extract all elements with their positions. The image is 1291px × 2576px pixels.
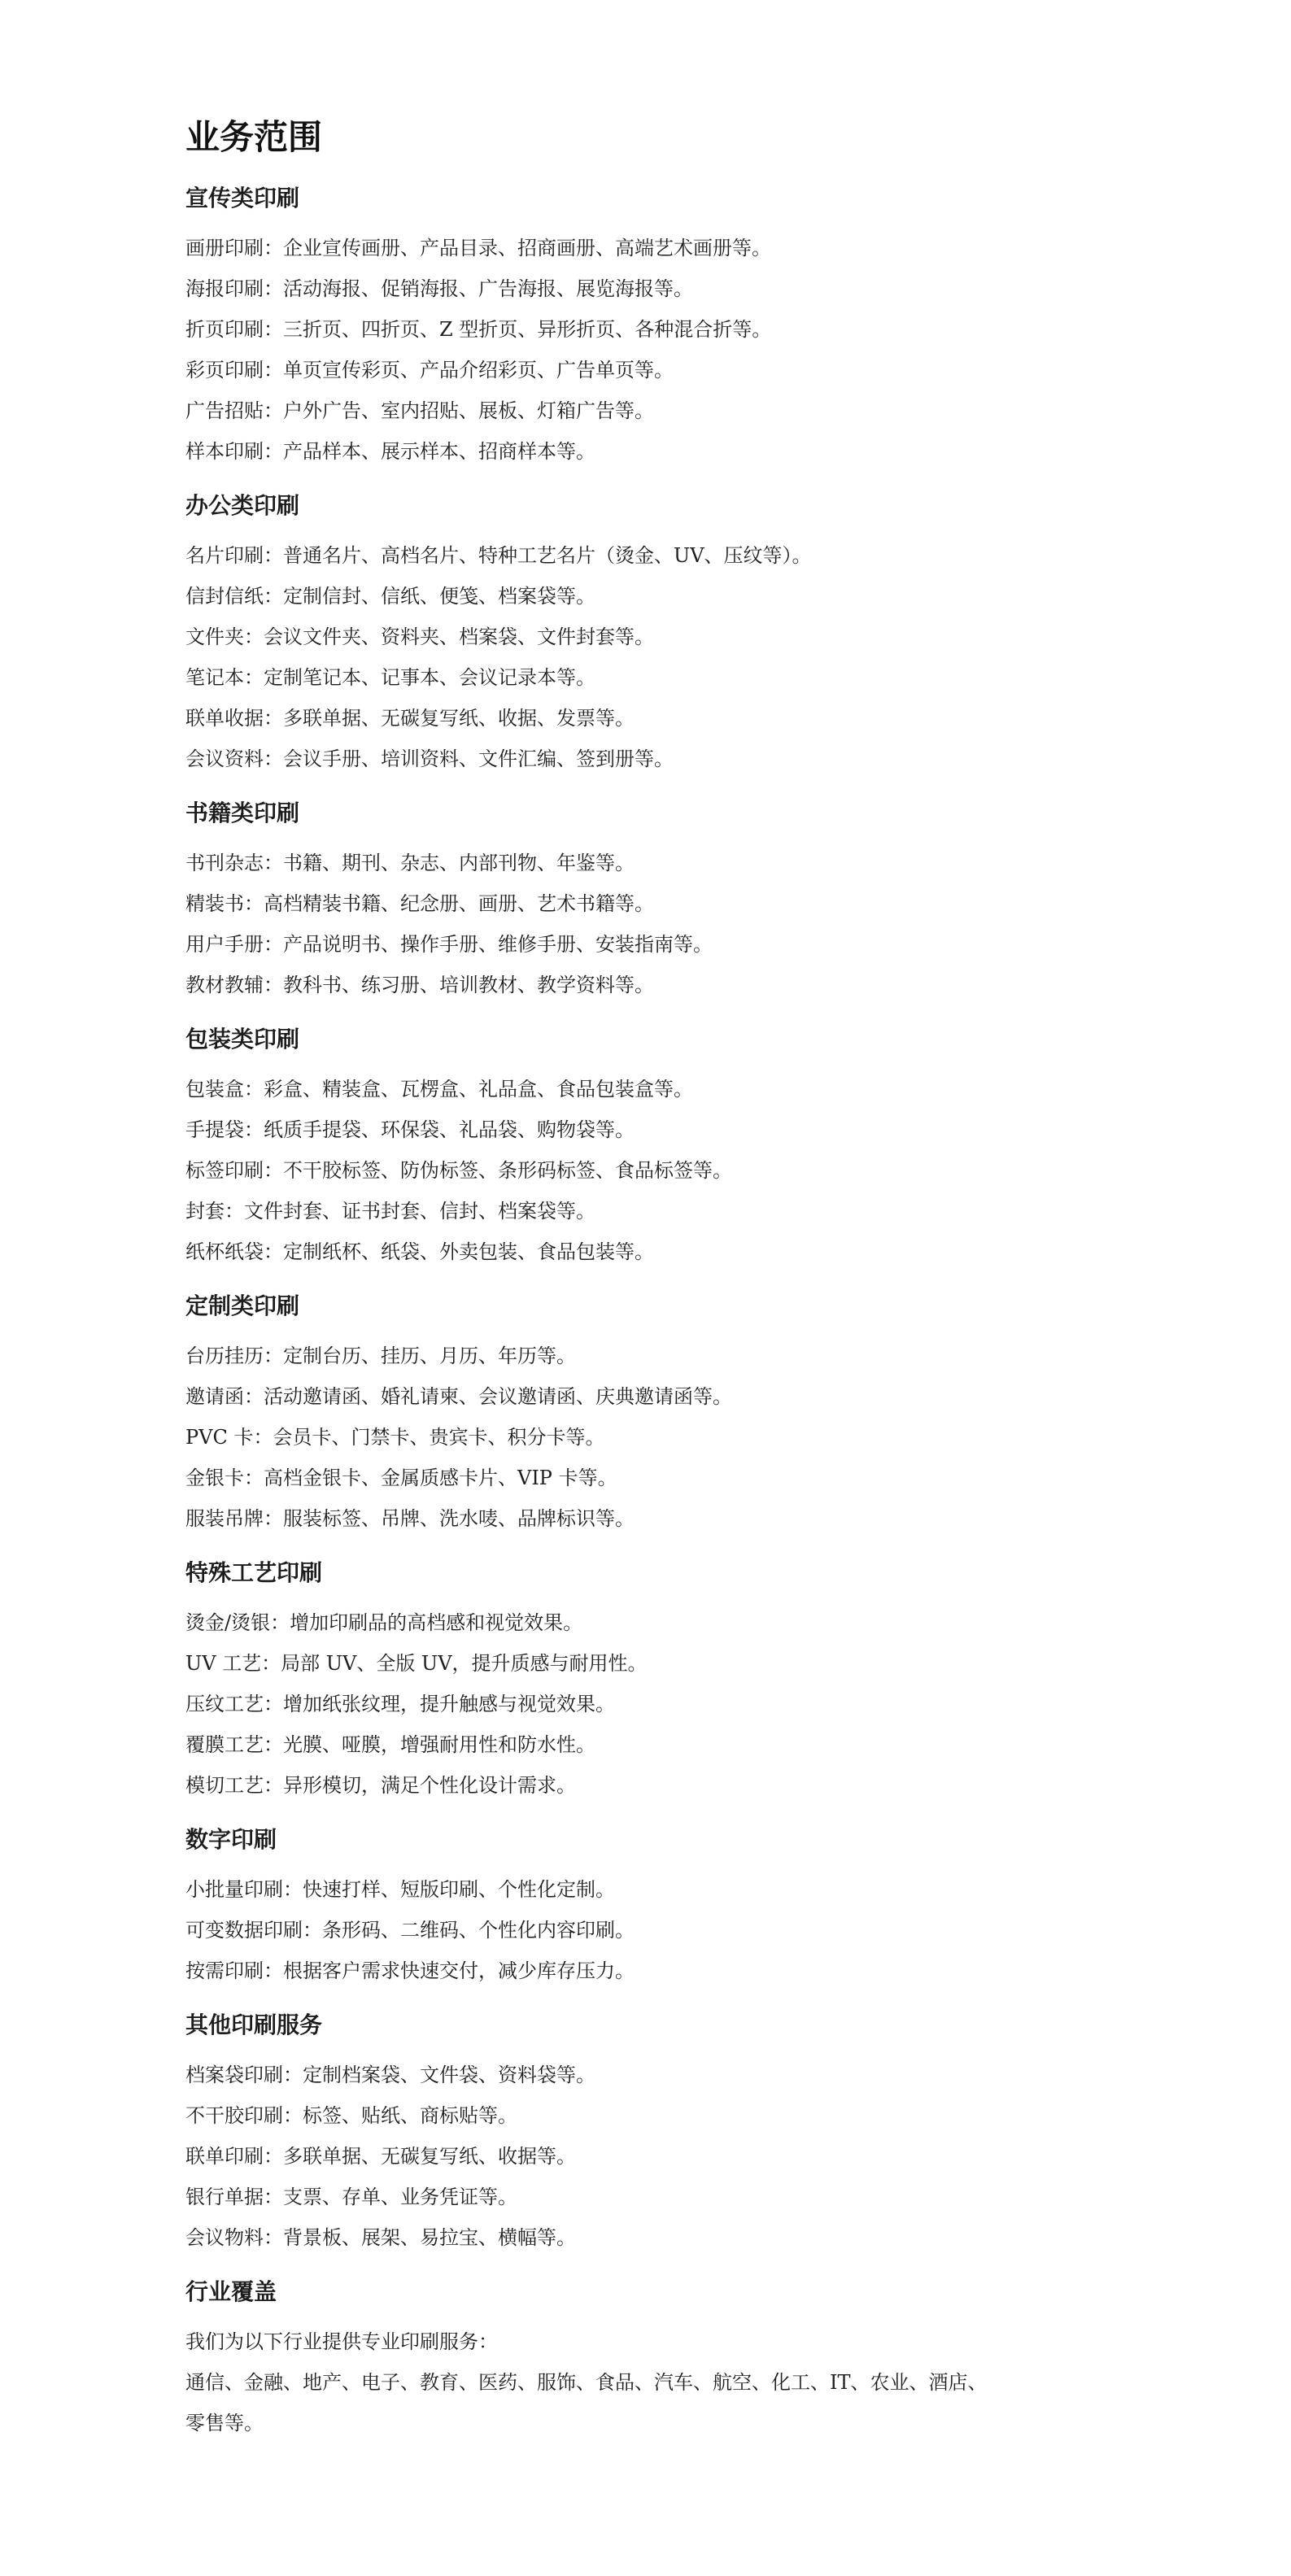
body-line: 会议资料：会议手册、培训资料、文件汇编、签到册等。 [185,748,674,770]
body-line: 小批量印刷：快速打样、短版印刷、个性化定制。 [185,1878,615,1901]
body-line: 彩页印刷：单页宣传彩页、产品介绍彩页、广告单页等。 [185,359,674,381]
body-line: 封套：文件封套、证书封套、信封、档案袋等。 [185,1200,595,1223]
body-line: UV 工艺：局部 UV、全版 UV，提升质感与耐用性。 [185,1652,648,1675]
section-heading: 数字印刷 [185,1826,277,1853]
body-line: 手提袋：纸质手提袋、环保袋、礼品袋、购物袋等。 [185,1118,635,1141]
section-body [185,1602,1121,1806]
body-line: 包装盒：彩盒、精装盒、瓦楞盒、礼品盒、食品包装盒等。 [185,1078,693,1101]
section-body [185,1869,1121,1991]
section [185,1023,1121,1272]
body-line: 不干胶印刷：标签、贴纸、商标贴等。 [185,2104,517,2127]
section-body [185,2055,1121,2258]
section [185,182,1121,472]
section-body [185,2321,1121,2443]
body-line: 台历挂历：定制台历、挂历、月历、年历等。 [185,1345,576,1367]
body-line: 烫金/烫银：增加印刷品的高档感和视觉效果。 [185,1611,583,1634]
body-line: 教材教辅：教科书、练习册、培训教材、教学资料等。 [185,974,654,996]
section-heading: 办公类印刷 [185,492,300,519]
body-line: 名片印刷：普通名片、高档名片、特种工艺名片（烫金、UV、压纹等）。 [185,544,812,567]
body-line: 画册印刷：企业宣传画册、产品目录、招商画册、高端艺术画册等。 [185,237,771,259]
body-line: 海报印刷：活动海报、促销海报、广告海报、展览海报等。 [185,277,693,300]
page-title: 业务范围 [185,117,323,157]
body-line: 笔记本：定制笔记本、记事本、会议记录本等。 [185,666,595,689]
section-heading: 包装类印刷 [185,1026,300,1053]
section-heading: 特殊工艺印刷 [185,1559,323,1586]
body-line: 信封信纸：定制信封、信纸、便笺、档案袋等。 [185,585,595,608]
body-line: PVC 卡：会员卡、门禁卡、贵宾卡、积分卡等。 [185,1426,605,1449]
section-heading: 行业覆盖 [185,2278,277,2305]
body-line: 按需印刷：根据客户需求快速交付，减少库存压力。 [185,1959,635,1982]
section-body [185,843,1121,1005]
body-line: 折页印刷：三折页、四折页、Z 型折页、异形折页、各种混合折等。 [185,318,772,341]
body-line: 邀请函：活动邀请函、婚礼请柬、会议邀请函、庆典邀请函等。 [185,1385,732,1408]
section [185,2009,1121,2258]
section [185,1557,1121,1806]
body-line: 金银卡：高档金银卡、金属质感卡片、VIP 卡等。 [185,1467,617,1489]
section [185,490,1121,779]
section-body [185,1069,1121,1272]
section-body [185,535,1121,779]
body-line: 服装吊牌：服装标签、吊牌、洗水唛、品牌标识等。 [185,1507,635,1530]
body-line: 压纹工艺：增加纸张纹理，提升触感与视觉效果。 [185,1693,615,1715]
body-line: 文件夹：会议文件夹、资料夹、档案袋、文件封套等。 [185,625,654,648]
section-body [185,228,1121,472]
body-line: 通信、金融、地产、电子、教育、医药、服饰、食品、汽车、航空、化工、IT、农业、酒店、 [185,2371,988,2394]
section-heading: 其他印刷服务 [185,2012,323,2038]
body-line: 书刊杂志：书籍、期刊、杂志、内部刊物、年鉴等。 [185,852,635,874]
body-line: 用户手册：产品说明书、操作手册、维修手册、安装指南等。 [185,933,713,956]
section-heading: 宣传类印刷 [185,185,300,211]
body-line: 纸杯纸袋：定制纸杯、纸袋、外卖包装、食品包装等。 [185,1240,654,1263]
body-line: 联单印刷：多联单据、无碳复写纸、收据等。 [185,2145,576,2168]
body-line: 广告招贴：户外广告、室内招贴、展板、灯箱广告等。 [185,399,654,422]
body-line: 精装书：高档精装书籍、纪念册、画册、艺术书籍等。 [185,892,654,915]
section-heading: 书籍类印刷 [185,800,300,826]
body-line: 联单收据：多联单据、无碳复写纸、收据、发票等。 [185,707,635,730]
body-line: 覆膜工艺：光膜、哑膜，增强耐用性和防水性。 [185,1733,595,1756]
body-line: 会议物料：背景板、展架、易拉宝、横幅等。 [185,2226,576,2249]
section [185,1290,1121,1539]
body-line: 银行单据：支票、存单、业务凭证等。 [185,2186,517,2208]
body-line: 档案袋印刷：定制档案袋、文件袋、资料袋等。 [185,2064,595,2086]
section [185,1824,1121,1991]
body-line: 我们为以下行业提供专业印刷服务： [185,2330,498,2353]
body-line: 模切工艺：异形模切，满足个性化设计需求。 [185,1774,576,1797]
body-line: 样本印刷：产品样本、展示样本、招商样本等。 [185,440,595,463]
section [185,797,1121,1005]
section [185,2276,1121,2443]
body-line: 零售等。 [185,2412,264,2434]
section-body [185,1336,1121,1539]
document-page [185,114,1121,2461]
section-heading: 定制类印刷 [185,1292,300,1319]
sections-container [185,182,1121,2443]
body-line: 可变数据印刷：条形码、二维码、个性化内容印刷。 [185,1919,635,1942]
body-line: 标签印刷：不干胶标签、防伪标签、条形码标签、食品标签等。 [185,1159,732,1182]
